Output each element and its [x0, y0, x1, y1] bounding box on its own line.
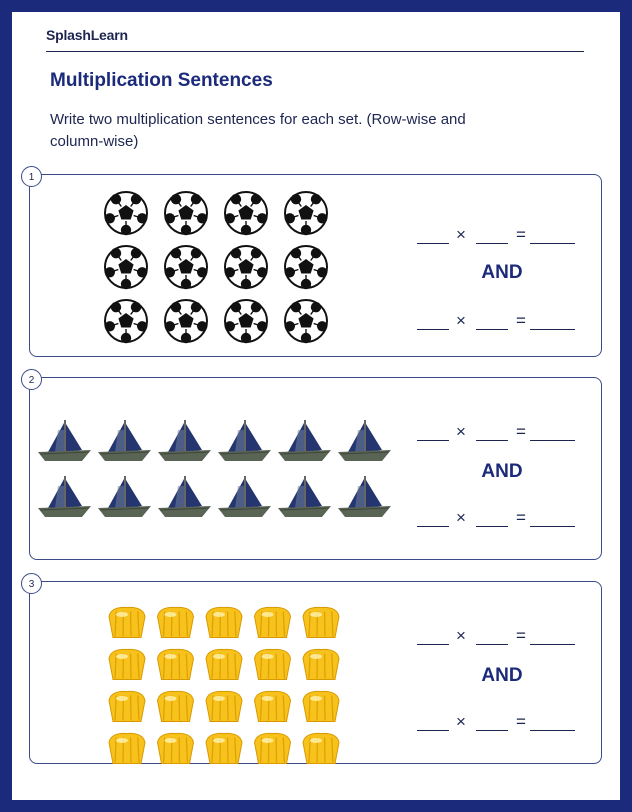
times-sign: ×	[456, 225, 466, 244]
jelly-pudding-icon	[206, 691, 242, 721]
worksheet-page	[12, 12, 620, 800]
factor-blank[interactable]	[417, 644, 449, 646]
sailboat-icon	[158, 476, 211, 517]
product-blank[interactable]	[530, 329, 575, 331]
jelly-pudding-icon	[109, 607, 145, 637]
jelly-pudding-icon	[206, 607, 242, 637]
soccer-ball-array	[30, 175, 410, 358]
jelly-pudding-icon	[255, 649, 291, 679]
soccer-ball-icon	[105, 300, 148, 343]
times-sign: ×	[456, 508, 466, 527]
factor-blank[interactable]	[476, 329, 508, 331]
soccer-ball-icon	[225, 246, 268, 289]
soccer-ball-icon	[285, 246, 328, 289]
row-equation	[417, 626, 587, 648]
problem-number: 2	[21, 369, 42, 390]
sailboat-icon	[278, 420, 331, 461]
row-equation	[417, 225, 587, 247]
times-sign: ×	[456, 712, 466, 731]
column-equation	[417, 311, 587, 333]
soccer-ball-icon	[285, 300, 328, 343]
jelly-pudding-icon	[158, 607, 194, 637]
factor-blank[interactable]	[417, 730, 449, 732]
brand-logo: SplashLearn	[46, 27, 128, 43]
jelly-pudding-icon	[158, 691, 194, 721]
soccer-ball-icon	[225, 300, 268, 343]
product-blank[interactable]	[530, 440, 575, 442]
soccer-ball-icon	[225, 192, 268, 235]
equals-sign: =	[516, 225, 526, 244]
jelly-pudding-icon	[158, 649, 194, 679]
sailboat-icon	[38, 476, 91, 517]
jelly-pudding-icon	[255, 607, 291, 637]
sailboat-icon	[278, 476, 331, 517]
and-label: AND	[481, 665, 523, 686]
column-equation	[417, 712, 587, 734]
sailboat-icon	[338, 420, 391, 461]
problem-card-3	[29, 581, 602, 764]
sailboat-icon	[218, 420, 271, 461]
jelly-pudding-icon	[255, 691, 291, 721]
sailboat-icon	[338, 476, 391, 517]
sailboat-icon	[98, 420, 151, 461]
soccer-ball-icon	[165, 192, 208, 235]
soccer-ball-icon	[165, 246, 208, 289]
soccer-ball-icon	[165, 300, 208, 343]
jelly-pudding-icon	[255, 733, 291, 763]
and-label: AND	[481, 461, 523, 482]
sailboat-icon	[158, 420, 211, 461]
product-blank[interactable]	[530, 526, 575, 528]
soccer-ball-icon	[105, 246, 148, 289]
jelly-pudding-icon	[109, 649, 145, 679]
equals-sign: =	[516, 712, 526, 731]
factor-blank[interactable]	[417, 526, 449, 528]
sailboat-icon	[38, 420, 91, 461]
equals-sign: =	[516, 626, 526, 645]
factor-blank[interactable]	[476, 730, 508, 732]
factor-blank[interactable]	[476, 243, 508, 245]
instructions: Write two multiplication sentences for each set. (Row-wise and column-wise)	[50, 111, 466, 150]
product-blank[interactable]	[530, 730, 575, 732]
problem-card-2	[29, 377, 602, 560]
sailboat-icon	[218, 476, 271, 517]
problem-number: 3	[21, 573, 42, 594]
jelly-pudding-icon	[206, 733, 242, 763]
sailboat-icon	[98, 476, 151, 517]
jelly-pudding-icon	[206, 649, 242, 679]
times-sign: ×	[456, 626, 466, 645]
equals-sign: =	[516, 311, 526, 330]
factor-blank[interactable]	[417, 243, 449, 245]
jelly-pudding-icon	[109, 691, 145, 721]
page-title: Multiplication Sentences	[50, 70, 273, 91]
jelly-pudding-icon	[158, 733, 194, 763]
soccer-ball-icon	[105, 192, 148, 235]
jelly-pudding-icon	[303, 733, 339, 763]
jelly-pudding-icon	[109, 733, 145, 763]
row-equation	[417, 422, 587, 444]
problem-card-1	[29, 174, 602, 357]
product-blank[interactable]	[530, 644, 575, 646]
and-label: AND	[481, 262, 523, 283]
jelly-pudding-icon	[303, 691, 339, 721]
factor-blank[interactable]	[476, 526, 508, 528]
soccer-ball-icon	[285, 192, 328, 235]
column-equation	[417, 508, 587, 530]
factor-blank[interactable]	[417, 440, 449, 442]
product-blank[interactable]	[530, 243, 575, 245]
times-sign: ×	[456, 422, 466, 441]
header-divider	[46, 51, 584, 52]
jelly-pudding-icon	[303, 649, 339, 679]
factor-blank[interactable]	[417, 329, 449, 331]
sailboat-array	[30, 378, 410, 561]
jelly-pudding-icon	[303, 607, 339, 637]
factor-blank[interactable]	[476, 644, 508, 646]
times-sign: ×	[456, 311, 466, 330]
equals-sign: =	[516, 422, 526, 441]
factor-blank[interactable]	[476, 440, 508, 442]
problem-number: 1	[21, 166, 42, 187]
jelly-array	[30, 582, 410, 765]
equals-sign: =	[516, 508, 526, 527]
